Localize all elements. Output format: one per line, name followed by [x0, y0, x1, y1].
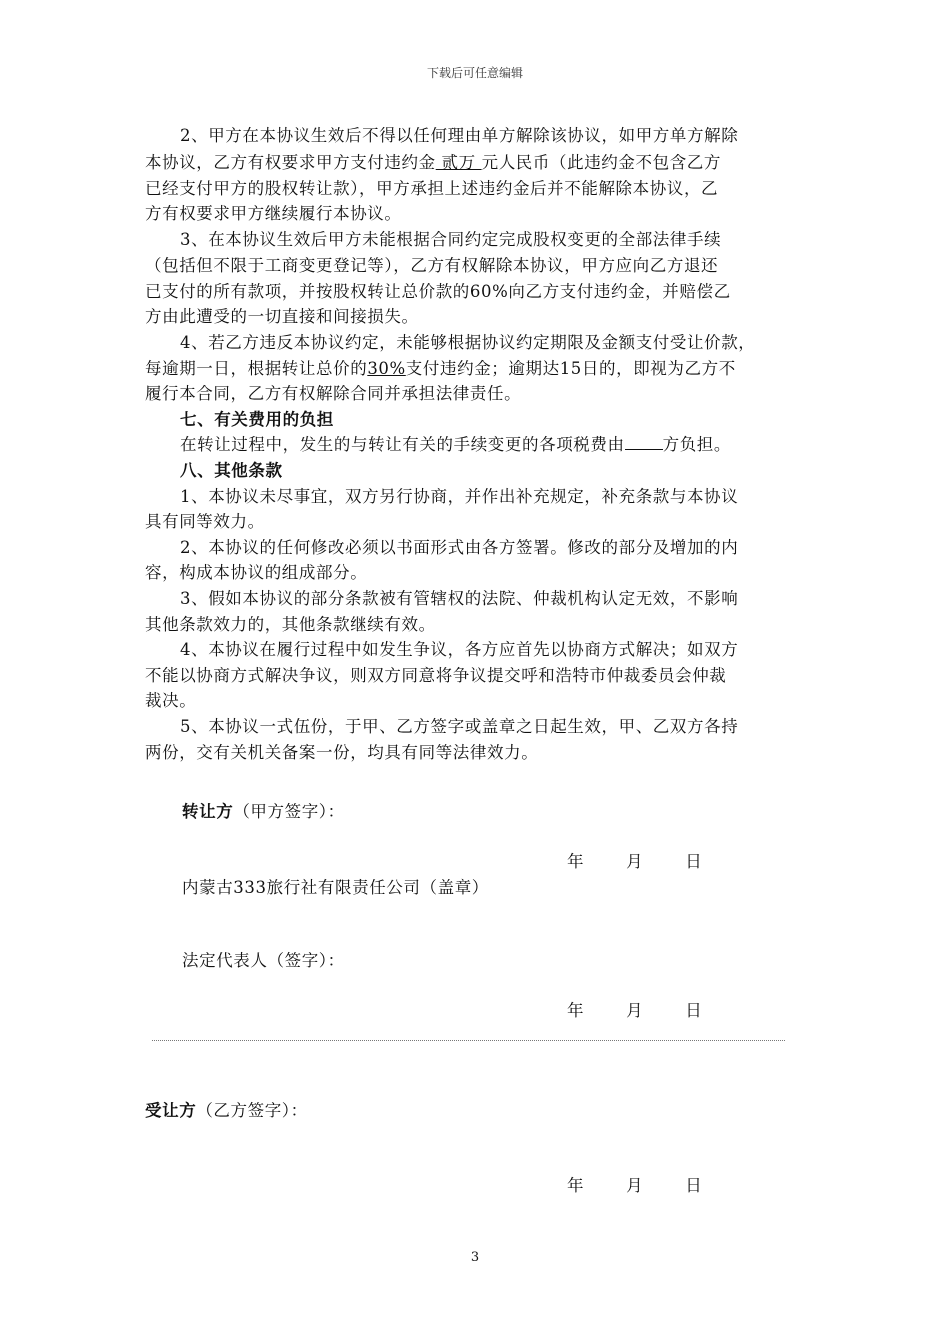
clause-6-4-line-2 [145, 357, 736, 381]
clause-6-2-line-4: 方有权要求甲方继续履行本协议。 [145, 204, 402, 223]
transferee-date [567, 1172, 744, 1196]
article-7-text-a: 在转让过程中，发生的与转让有关的手续变更的各项税费由 [180, 435, 625, 454]
article-8-heading: 八、其他条款 [180, 461, 283, 480]
date-month: 月 [626, 1176, 644, 1195]
clause-8-2-line-2: 容，构成本协议的组成部分。 [145, 563, 368, 582]
clause-8-4-line-3: 裁决。 [145, 691, 197, 710]
article-7-line-1 [180, 433, 731, 457]
clause-8-3-line-1: 3、假如本协议的部分条款被有管辖权的法院、仲裁机构认定无效，不影响 [180, 589, 739, 608]
transferor-date [567, 848, 744, 872]
clause-6-4-text-b: 支付违约金；逾期达15日的，即视为乙方不 [405, 359, 736, 378]
company-seal-label: 内蒙古333旅行社有限责任公司（盖章） [182, 878, 489, 897]
clause-6-3-line-4: 方由此遭受的一切直接和间接损失。 [145, 307, 419, 326]
clause-6-2-text-a: 本协议，乙方有权要求甲方支付违约金 [145, 153, 436, 172]
transferee-note: （乙方签字）： [196, 1101, 308, 1120]
date-year: 年 [567, 1176, 585, 1195]
clause-6-4-line-1: 4、若乙方违反本协议约定，未能够根据协议约定期限及金额支付受让价款， [180, 333, 756, 352]
date-day: 日 [685, 852, 703, 871]
date-month: 月 [626, 852, 644, 871]
transferor-signature-label [182, 798, 345, 822]
clause-6-2-text-b: 元人民币（此违约金不包含乙方 [481, 153, 721, 172]
penalty-percent: 30% [367, 359, 406, 378]
clause-8-4-line-2: 不能以协商方式解决争议，则双方同意将争议提交呼和浩特市仲裁委员会仲裁 [145, 666, 727, 685]
transferor-title: 转让方 [182, 802, 234, 821]
clause-8-5-line-2: 两份，交有关机关备案一份，均具有同等法律效力。 [145, 743, 539, 762]
date-month: 月 [626, 1001, 644, 1020]
clause-6-4-line-3: 履行本合同，乙方有权解除合同并承担法律责任。 [145, 384, 522, 403]
clause-8-1-line-2: 具有同等效力。 [145, 512, 265, 531]
article-7-heading: 七、有关费用的负担 [180, 410, 334, 429]
transferee-title: 受让方 [145, 1101, 197, 1120]
article-7-text-b: 方负担。 [662, 435, 732, 454]
page-header: 下载后可任意编辑 [426, 66, 523, 80]
clause-6-2-line-1: 2、甲方在本协议生效后不得以任何理由单方解除该协议，如甲方单方解除 [180, 126, 739, 145]
clause-8-5-line-1: 5、本协议一式伍份，于甲、乙方签字或盖章之日起生效，甲、乙双方各持 [180, 717, 739, 736]
legal-representative-label: 法定代表人（签字）： [182, 951, 345, 970]
clause-8-3-line-2: 其他条款效力的，其他条款继续有效。 [145, 615, 436, 634]
clause-6-3-line-3: 已支付的所有款项，并按股权转让总价款的60%向乙方支付违约金，并赔偿乙 [145, 282, 731, 301]
penalty-amount: 贰万 [435, 153, 482, 172]
date-day: 日 [685, 1176, 703, 1195]
clause-6-2-line-3: 已经支付甲方的股权转让款），甲方承担上述违约金后并不能解除本协议，乙 [145, 179, 719, 198]
legal-rep-date [567, 997, 744, 1021]
clause-6-3-line-1: 3、在本协议生效后甲方未能根据合同约定完成股权变更的全部法律手续 [180, 230, 722, 249]
transferee-signature-label [145, 1097, 308, 1121]
clause-6-3-line-2: （包括但不限于工商变更登记等），乙方有权解除本协议，甲方应向乙方退还 [145, 256, 719, 275]
date-year: 年 [567, 852, 585, 871]
clause-6-4-text-a: 每逾期一日，根据转让总价的 [145, 359, 368, 378]
transferor-note: （甲方签字）： [233, 802, 345, 821]
clause-8-2-line-1: 2、本协议的任何修改必须以书面形式由各方签署。修改的部分及增加的内 [180, 538, 739, 557]
section-divider [152, 1040, 785, 1041]
date-day: 日 [685, 1001, 703, 1020]
date-year: 年 [567, 1001, 585, 1020]
fee-bearer-blank [625, 434, 663, 450]
clause-8-4-line-1: 4、本协议在履行过程中如发生争议，各方应首先以协商方式解决；如双方 [180, 640, 739, 659]
clause-6-2-line-2 [145, 151, 721, 175]
clause-8-1-line-1: 1、本协议未尽事宜，双方另行协商，并作出补充规定，补充条款与本协议 [180, 487, 739, 506]
page-number: 3 [470, 1250, 480, 1265]
